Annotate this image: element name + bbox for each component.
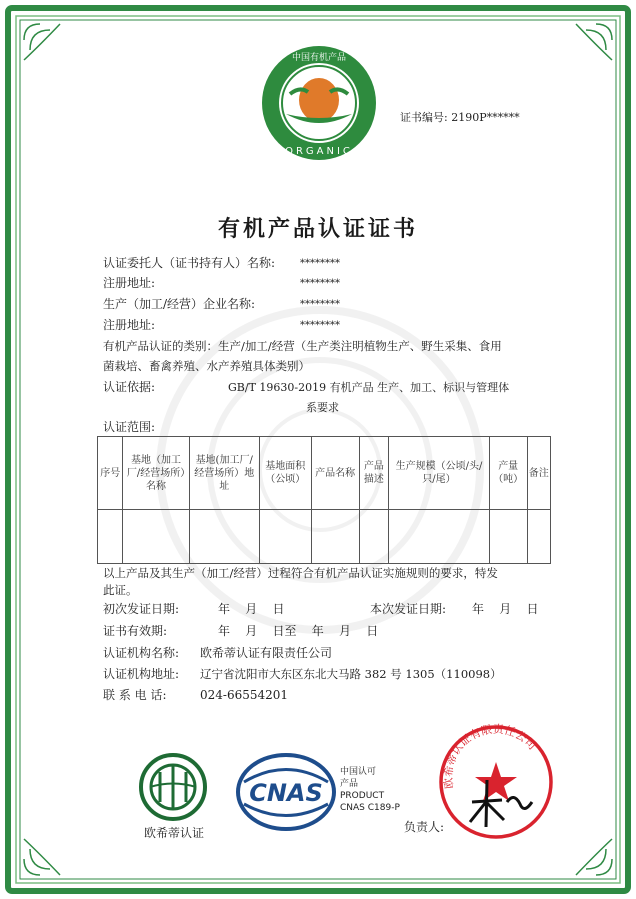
statement-line-1: 以上产品及其生产（加工/经营）过程符合有机产品认证实施规则的要求，特发 <box>103 566 498 580</box>
client-name-value: ******** <box>300 258 340 269</box>
col-header-area: 基地面积（公顷） <box>259 437 311 510</box>
producer-name-value: ******** <box>300 299 340 310</box>
cnas-line-1: 中国认可 <box>340 767 377 777</box>
basis-line-1: GB/T 19630-2019 有机产品 生产、加工、标识与管理体 <box>228 381 510 394</box>
col-header-base-address: 基地(加工厂/经营场所）地址 <box>189 437 259 510</box>
reg-address-value-1: ******** <box>300 278 340 289</box>
col-header-base-name: 基地（加工厂/经营场所）名称 <box>123 437 189 510</box>
cnas-line-3: PRODUCT <box>340 791 385 801</box>
logo-top-text: 中国有机产品 <box>291 53 347 63</box>
cert-no-label: 证书编号: <box>400 111 448 124</box>
producer-name-label: 生产（加工/经营）企业名称: <box>103 297 256 311</box>
validity-value: 年 月 日至 年 月 日 <box>218 624 379 638</box>
org-name-value: 欧希蒂认证有限责任公司 <box>200 646 333 660</box>
seal-text: 欧希蒂认证有限责任公司 <box>441 722 539 790</box>
table-header-row <box>98 437 551 510</box>
scope-label: 认证范围: <box>103 420 156 434</box>
cnas-info <box>340 766 400 814</box>
reg-address-label-2: 注册地址: <box>103 318 156 332</box>
col-header-output: 产量（吨） <box>489 437 527 510</box>
col-header-product-name: 产品名称 <box>311 437 359 510</box>
first-issue-label: 初次发证日期: <box>103 602 180 616</box>
this-issue-value: 年 月 日 <box>472 602 539 616</box>
org-address-label: 认证机构地址: <box>103 667 180 681</box>
certificate-number <box>400 109 520 125</box>
basis-line-2: 系要求 <box>306 401 339 414</box>
cnas-line-4: CNAS C189-P <box>340 803 400 813</box>
org-name-label: 认证机构名称: <box>103 646 180 660</box>
cnas-line-2: 产品 <box>340 779 359 789</box>
col-header-scale: 生产规模（公顷/头/只/尾） <box>389 437 490 510</box>
oct-logo <box>138 752 208 822</box>
category-line-1: 有机产品认证的类别：生产/加工/经营（生产类注明植物生产、野生采集、食用 <box>103 339 502 353</box>
responsible-label: 负责人: <box>404 820 445 834</box>
category-line-2: 菌栽培、畜禽养殖、水产养殖具体类别） <box>103 359 310 373</box>
china-organic-logo <box>260 44 378 162</box>
basis-label: 认证依据: <box>103 380 156 394</box>
oct-caption: 欧希蒂认证 <box>143 826 204 840</box>
org-phone-label: 联 系 电 话: <box>103 688 167 702</box>
org-phone-value: 024-66554201 <box>200 688 289 702</box>
reg-address-value-2: ******** <box>300 320 340 331</box>
first-issue-value: 年 月 日 <box>218 602 285 616</box>
col-header-product-desc: 产品描述 <box>359 437 389 510</box>
cnas-logo <box>236 752 336 832</box>
client-name-row <box>103 256 275 271</box>
logo-bottom-text: ORGANIC <box>285 146 353 157</box>
col-header-remarks: 备注 <box>527 437 550 510</box>
signature <box>462 772 542 832</box>
cert-no-value: 2190P****** <box>451 111 520 124</box>
validity-label: 证书有效期: <box>103 624 168 638</box>
scope-table <box>97 436 551 564</box>
cnas-text: CNAS <box>249 779 323 807</box>
client-name-label: 认证委托人（证书持有人）名称: <box>103 256 276 270</box>
reg-address-label-1: 注册地址: <box>103 276 156 290</box>
statement-line-2: 此证。 <box>103 583 138 597</box>
page-title: 有机产品认证证书 <box>217 216 418 242</box>
table-row <box>98 510 551 564</box>
this-issue-label: 本次发证日期: <box>370 602 447 616</box>
org-address-value: 辽宁省沈阳市大东区东北大马路 382 号 1305（110098） <box>200 667 502 681</box>
col-header-no: 序号 <box>98 437 123 510</box>
